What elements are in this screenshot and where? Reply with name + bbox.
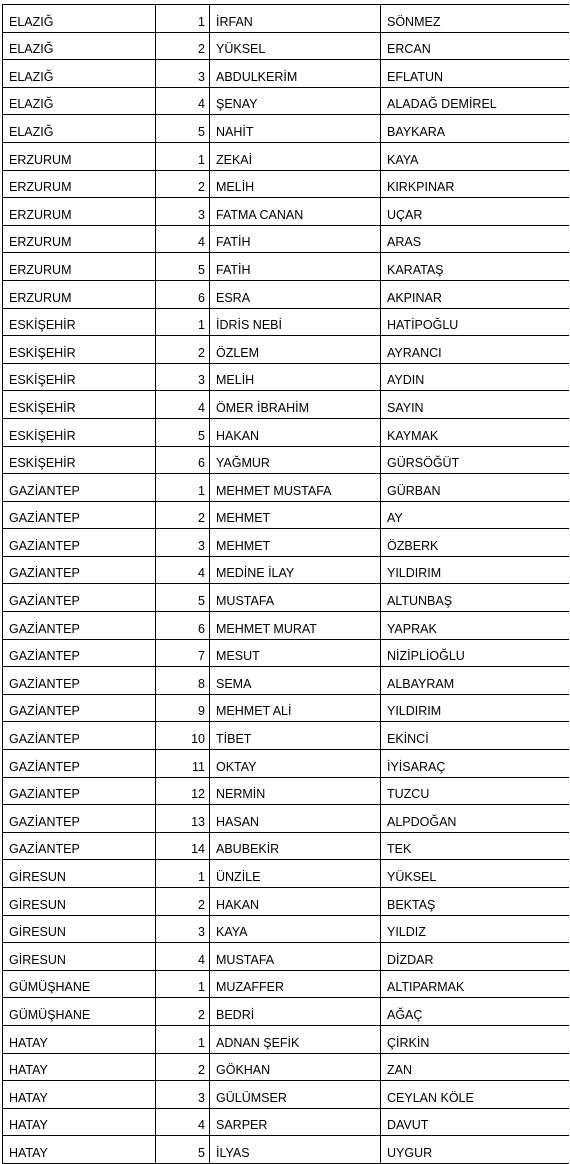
rank-number-cell: 1	[156, 474, 210, 502]
first-name-cell: NAHİT	[210, 115, 381, 143]
surname-cell: BEKTAŞ	[381, 888, 569, 916]
surname-cell: AYDIN	[381, 363, 569, 391]
province-cell: GAZİANTEP	[3, 639, 156, 667]
province-cell: GÜMÜŞHANE	[3, 998, 156, 1026]
first-name-cell: MEHMET MUSTAFA	[210, 474, 381, 502]
rank-number-cell: 3	[156, 363, 210, 391]
province-cell: GİRESUN	[3, 888, 156, 916]
table-row	[3, 32, 569, 60]
rank-number-cell: 3	[156, 915, 210, 943]
surname-cell: İYİSARAÇ	[381, 750, 569, 778]
first-name-cell: ÖMER İBRAHİM	[210, 391, 381, 419]
table-row	[3, 198, 569, 226]
first-name-cell: SEMA	[210, 667, 381, 695]
rank-number-cell: 3	[156, 1081, 210, 1109]
province-cell: ELAZIĞ	[3, 32, 156, 60]
province-cell: ESKİŞEHİR	[3, 391, 156, 419]
table-row	[3, 584, 569, 612]
surname-cell: EFLATUN	[381, 60, 569, 88]
rank-number-cell: 4	[156, 391, 210, 419]
rank-number-cell: 6	[156, 612, 210, 640]
rank-number-cell: 2	[156, 1053, 210, 1081]
first-name-cell: MUSTAFA	[210, 943, 381, 971]
surname-cell: ÖZBERK	[381, 529, 569, 557]
surname-cell: DAVUT	[381, 1108, 569, 1136]
surname-cell: HATİPOĞLU	[381, 308, 569, 336]
surname-cell: KAYMAK	[381, 418, 569, 446]
first-name-cell: MELİH	[210, 170, 381, 198]
first-name-cell: ZEKAİ	[210, 142, 381, 170]
province-cell: ESKİŞEHİR	[3, 336, 156, 364]
rank-number-cell: 4	[156, 87, 210, 115]
table-row	[3, 639, 569, 667]
surname-cell: GÜRBAN	[381, 474, 569, 502]
rank-number-cell: 1	[156, 5, 210, 33]
table-row	[3, 970, 569, 998]
table-row	[3, 1108, 569, 1136]
surname-cell: YILDIRIM	[381, 694, 569, 722]
table-row	[3, 1053, 569, 1081]
rank-number-cell: 2	[156, 32, 210, 60]
surname-cell: KIRKPINAR	[381, 170, 569, 198]
first-name-cell: TİBET	[210, 722, 381, 750]
table-row	[3, 363, 569, 391]
province-cell: GAZİANTEP	[3, 667, 156, 695]
province-cell: GİRESUN	[3, 915, 156, 943]
surname-cell: YÜKSEL	[381, 860, 569, 888]
table-row	[3, 1136, 569, 1164]
rank-number-cell: 4	[156, 225, 210, 253]
table-row	[3, 915, 569, 943]
surname-cell: CEYLAN KÖLE	[381, 1081, 569, 1109]
province-cell: GAZİANTEP	[3, 612, 156, 640]
first-name-cell: MUZAFFER	[210, 970, 381, 998]
rank-number-cell: 4	[156, 556, 210, 584]
surname-cell: ALTUNBAŞ	[381, 584, 569, 612]
rank-number-cell: 4	[156, 1108, 210, 1136]
table-row	[3, 115, 569, 143]
table-row	[3, 694, 569, 722]
table-row	[3, 612, 569, 640]
surname-cell: ALBAYRAM	[381, 667, 569, 695]
province-cell: HATAY	[3, 1136, 156, 1164]
first-name-cell: MUSTAFA	[210, 584, 381, 612]
table-row	[3, 750, 569, 778]
first-name-cell: FATİH	[210, 225, 381, 253]
table-row	[3, 777, 569, 805]
table-row	[3, 722, 569, 750]
first-name-cell: İDRİS NEBİ	[210, 308, 381, 336]
surname-cell: UÇAR	[381, 198, 569, 226]
first-name-cell: MESUT	[210, 639, 381, 667]
province-cell: GAZİANTEP	[3, 832, 156, 860]
table-row	[3, 5, 569, 33]
candidate-table-body	[3, 5, 569, 1164]
surname-cell: DİZDAR	[381, 943, 569, 971]
province-cell: ERZURUM	[3, 225, 156, 253]
rank-number-cell: 1	[156, 860, 210, 888]
surname-cell: KARATAŞ	[381, 253, 569, 281]
surname-cell: BAYKARA	[381, 115, 569, 143]
surname-cell: ALTIPARMAK	[381, 970, 569, 998]
surname-cell: YILDIZ	[381, 915, 569, 943]
first-name-cell: FATİH	[210, 253, 381, 281]
first-name-cell: FATMA CANAN	[210, 198, 381, 226]
surname-cell: AKPINAR	[381, 280, 569, 308]
rank-number-cell: 14	[156, 832, 210, 860]
province-cell: HATAY	[3, 1053, 156, 1081]
first-name-cell: MEHMET	[210, 529, 381, 557]
surname-cell: YILDIRIM	[381, 556, 569, 584]
surname-cell: ARAS	[381, 225, 569, 253]
first-name-cell: MEHMET MURAT	[210, 612, 381, 640]
surname-cell: AYRANCI	[381, 336, 569, 364]
table-row	[3, 529, 569, 557]
rank-number-cell: 4	[156, 943, 210, 971]
rank-number-cell: 2	[156, 170, 210, 198]
province-cell: ERZURUM	[3, 170, 156, 198]
table-row	[3, 832, 569, 860]
province-cell: ELAZIĞ	[3, 60, 156, 88]
rank-number-cell: 3	[156, 529, 210, 557]
first-name-cell: ABUBEKİR	[210, 832, 381, 860]
first-name-cell: ÖZLEM	[210, 336, 381, 364]
first-name-cell: YÜKSEL	[210, 32, 381, 60]
province-cell: ERZURUM	[3, 198, 156, 226]
province-cell: GAZİANTEP	[3, 501, 156, 529]
rank-number-cell: 2	[156, 501, 210, 529]
province-cell: GAZİANTEP	[3, 750, 156, 778]
rank-number-cell: 1	[156, 1025, 210, 1053]
rank-number-cell: 13	[156, 805, 210, 833]
surname-cell: KAYA	[381, 142, 569, 170]
table-row	[3, 998, 569, 1026]
rank-number-cell: 2	[156, 336, 210, 364]
province-cell: ERZURUM	[3, 280, 156, 308]
rank-number-cell: 5	[156, 115, 210, 143]
table-row	[3, 87, 569, 115]
rank-number-cell: 1	[156, 142, 210, 170]
first-name-cell: MELİH	[210, 363, 381, 391]
rank-number-cell: 6	[156, 446, 210, 474]
table-row	[3, 170, 569, 198]
province-cell: GİRESUN	[3, 860, 156, 888]
rank-number-cell: 5	[156, 418, 210, 446]
first-name-cell: OKTAY	[210, 750, 381, 778]
table-row	[3, 501, 569, 529]
province-cell: GAZİANTEP	[3, 805, 156, 833]
table-row	[3, 391, 569, 419]
rank-number-cell: 9	[156, 694, 210, 722]
candidate-table	[2, 4, 569, 1164]
first-name-cell: İLYAS	[210, 1136, 381, 1164]
first-name-cell: ESRA	[210, 280, 381, 308]
surname-cell: UYGUR	[381, 1136, 569, 1164]
surname-cell: YAPRAK	[381, 612, 569, 640]
first-name-cell: ŞENAY	[210, 87, 381, 115]
province-cell: ESKİŞEHİR	[3, 308, 156, 336]
rank-number-cell: 1	[156, 308, 210, 336]
table-row	[3, 253, 569, 281]
first-name-cell: İRFAN	[210, 5, 381, 33]
table-row	[3, 556, 569, 584]
table-row	[3, 667, 569, 695]
surname-cell: SÖNMEZ	[381, 5, 569, 33]
first-name-cell: KAYA	[210, 915, 381, 943]
first-name-cell: NERMİN	[210, 777, 381, 805]
first-name-cell: SARPER	[210, 1108, 381, 1136]
rank-number-cell: 10	[156, 722, 210, 750]
province-cell: GAZİANTEP	[3, 694, 156, 722]
rank-number-cell: 3	[156, 198, 210, 226]
surname-cell: ERCAN	[381, 32, 569, 60]
first-name-cell: HAKAN	[210, 888, 381, 916]
province-cell: GAZİANTEP	[3, 584, 156, 612]
first-name-cell: MEDİNE İLAY	[210, 556, 381, 584]
rank-number-cell: 2	[156, 888, 210, 916]
first-name-cell: GÜLÜMSER	[210, 1081, 381, 1109]
table-row	[3, 418, 569, 446]
table-row	[3, 280, 569, 308]
rank-number-cell: 8	[156, 667, 210, 695]
first-name-cell: ÜNZİLE	[210, 860, 381, 888]
surname-cell: SAYIN	[381, 391, 569, 419]
surname-cell: TEK	[381, 832, 569, 860]
first-name-cell: MEHMET ALİ	[210, 694, 381, 722]
surname-cell: ALPDOĞAN	[381, 805, 569, 833]
table-row	[3, 805, 569, 833]
province-cell: HATAY	[3, 1081, 156, 1109]
province-cell: GAZİANTEP	[3, 556, 156, 584]
table-row	[3, 474, 569, 502]
table-row	[3, 225, 569, 253]
surname-cell: AY	[381, 501, 569, 529]
surname-cell: GÜRSÖĞÜT	[381, 446, 569, 474]
province-cell: GAZİANTEP	[3, 777, 156, 805]
first-name-cell: BEDRİ	[210, 998, 381, 1026]
province-cell: GÜMÜŞHANE	[3, 970, 156, 998]
first-name-cell: HAKAN	[210, 418, 381, 446]
province-cell: ELAZIĞ	[3, 87, 156, 115]
rank-number-cell: 6	[156, 280, 210, 308]
province-cell: HATAY	[3, 1108, 156, 1136]
surname-cell: NİZİPLİOĞLU	[381, 639, 569, 667]
first-name-cell: MEHMET	[210, 501, 381, 529]
first-name-cell: ABDULKERİM	[210, 60, 381, 88]
province-cell: ESKİŞEHİR	[3, 363, 156, 391]
rank-number-cell: 7	[156, 639, 210, 667]
province-cell: ELAZIĞ	[3, 115, 156, 143]
surname-cell: AĞAÇ	[381, 998, 569, 1026]
province-cell: GAZİANTEP	[3, 722, 156, 750]
rank-number-cell: 2	[156, 998, 210, 1026]
rank-number-cell: 1	[156, 970, 210, 998]
rank-number-cell: 5	[156, 253, 210, 281]
surname-cell: ALADAĞ DEMİREL	[381, 87, 569, 115]
first-name-cell: ADNAN ŞEFİK	[210, 1025, 381, 1053]
first-name-cell: GÖKHAN	[210, 1053, 381, 1081]
table-row	[3, 60, 569, 88]
province-cell: ERZURUM	[3, 253, 156, 281]
province-cell: ESKİŞEHİR	[3, 418, 156, 446]
province-cell: GAZİANTEP	[3, 529, 156, 557]
rank-number-cell: 12	[156, 777, 210, 805]
rank-number-cell: 3	[156, 60, 210, 88]
province-cell: HATAY	[3, 1025, 156, 1053]
first-name-cell: YAĞMUR	[210, 446, 381, 474]
surname-cell: ÇİRKİN	[381, 1025, 569, 1053]
table-row	[3, 888, 569, 916]
surname-cell: TUZCU	[381, 777, 569, 805]
rank-number-cell: 11	[156, 750, 210, 778]
table-row	[3, 446, 569, 474]
table-row	[3, 1025, 569, 1053]
province-cell: ESKİŞEHİR	[3, 446, 156, 474]
table-row	[3, 142, 569, 170]
province-cell: GİRESUN	[3, 943, 156, 971]
table-row	[3, 336, 569, 364]
rank-number-cell: 5	[156, 1136, 210, 1164]
surname-cell: EKİNCİ	[381, 722, 569, 750]
province-cell: ERZURUM	[3, 142, 156, 170]
table-row	[3, 308, 569, 336]
province-cell: ELAZIĞ	[3, 5, 156, 33]
table-row	[3, 943, 569, 971]
first-name-cell: HASAN	[210, 805, 381, 833]
province-cell: GAZİANTEP	[3, 474, 156, 502]
rank-number-cell: 5	[156, 584, 210, 612]
table-row	[3, 1081, 569, 1109]
table-row	[3, 860, 569, 888]
surname-cell: ZAN	[381, 1053, 569, 1081]
